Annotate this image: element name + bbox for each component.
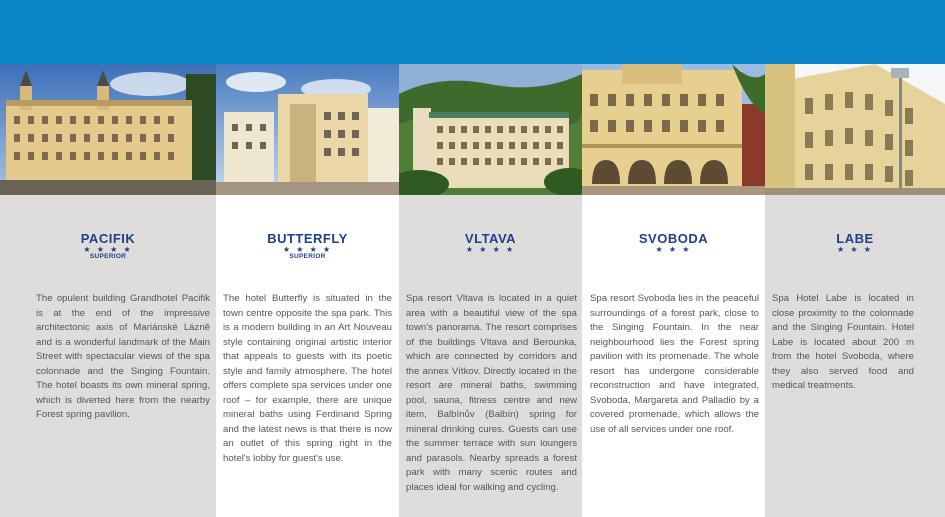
star-rating: ★ ★ ★ — [655, 245, 692, 254]
star-rating: ★ ★ ★ ★ — [282, 245, 333, 254]
hotel-photo-svoboda — [582, 64, 765, 195]
hotel-description: The hotel Butterfly is situated in the town centre opposite the spa park. This is a modern building in an Art Nouveau style containing original artistic interior that appeals to guests with its poetic style and family atmosphere. The hotel offers complete spa services under one roof – for example, there are unique mineral baths using Ferdinand Spring and the latest news is that there is now an outlet of this spring right in the hotel's lobby for guest's use. — [223, 293, 392, 464]
hotel-description: Spa Hotel Labe is located in close proximity to the colonnade and the Singing Fountain. Hotel Labe is located about 200 m from the hotel Svoboda, where they also served food and medical treatments. — [772, 293, 914, 391]
hotel-column-vltava — [399, 64, 582, 517]
star-rating: ★ ★ ★ — [837, 245, 873, 254]
hotel-category: SUPERIOR — [289, 253, 326, 260]
hotel-description: Spa resort Svoboda lies in the peaceful surroundings of a forest park, close to the Singing Fountain. In the near neighbourhood lies the Forest spring pavilion with its promenade. The whole resort has undergone considerable reconstruction and have integrated, Svoboda, Margareta and Palladio by a covered promenade, which allows the use of all services under one roof. — [590, 293, 759, 435]
hotel-column-butterfly — [216, 64, 399, 517]
star-rating: ★ ★ ★ ★ — [465, 245, 516, 254]
hotel-name: LABE — [836, 231, 874, 246]
hotel-photo-labe — [765, 64, 945, 195]
hotel-name: SVOBODA — [638, 231, 709, 246]
hotel-name: VLTAVA — [464, 231, 517, 246]
hotel-photo-vltava — [399, 64, 582, 195]
hotel-category: SUPERIOR — [89, 253, 127, 260]
hotel-column-labe — [765, 64, 945, 517]
hotel-photo-pacifik — [0, 64, 216, 195]
top-banner — [0, 0, 945, 64]
hotel-column-svoboda — [582, 64, 765, 517]
hotel-description: The opulent building Grandhotel Pacifik is at the end of the impressive architectonic axis of Mariánské Lázně and is a wonderful landmark of the Main Street with spectacular views of the spa colonnade and the Singing Fountain. The hotel boasts its own mineral spring, which is diverted here from the nearby Forest spring pavilion. — [36, 293, 210, 420]
hotel-photo-butterfly — [216, 64, 399, 195]
hotel-column-pacifik — [0, 64, 216, 517]
hotel-name: PACIFIK — [80, 231, 136, 246]
hotel-description: Spa resort Vltava is located in a quiet area with a beautiful view of the spa town's panorama. The resort comprises of the buildings Vltava and Berounka, which are connected by corridors and the annex Vítkov. Directly located in the resort are mineral baths, swimming pool, sauna, fitness centre and new item, Balbínův (Balbín) spring for mineral drinking cures. Guests can use the summer terrace with sun loungers and parasols. Nearby spreads a forest park with many scenic routes and places ideal for walking and cycling. — [406, 293, 577, 493]
star-rating: ★ ★ ★ ★ — [83, 245, 133, 254]
hotel-name: BUTTERFLY — [267, 231, 348, 246]
